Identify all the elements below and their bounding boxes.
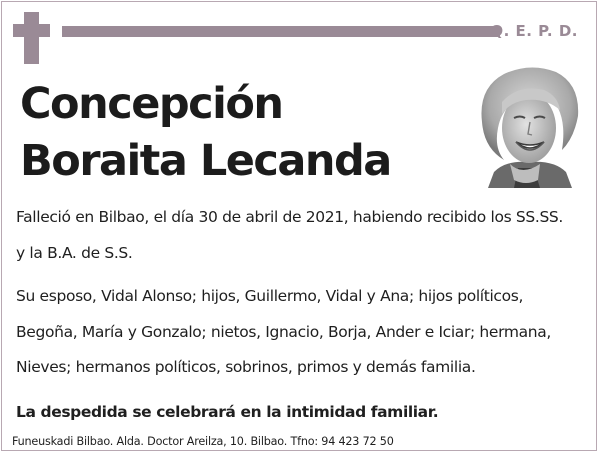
death-line: y la B.A. de S.S. (16, 243, 133, 262)
qepd-label: Q. E. P. D. (490, 22, 578, 40)
family-line: Nieves; hermanos políticos, sobrinos, primos y demás familia. (16, 358, 476, 376)
portrait-photo (474, 64, 584, 188)
death-paragraph (16, 200, 563, 271)
header-rule (62, 26, 500, 37)
deceased-surnames: Boraita Lecanda (20, 136, 391, 186)
obituary-notice (1, 1, 597, 451)
latin-cross-icon (24, 12, 39, 64)
family-paragraph (16, 279, 551, 386)
deceased-first-name: Concepción (20, 79, 283, 129)
family-line: Begoña, María y Gonzalo; nietos, Ignacio, Borja, Ander e Iciar; hermana, (16, 322, 551, 341)
family-line: Su esposo, Vidal Alonso; hijos, Guillermo, Vidal y Ana; hijos políticos, (16, 287, 524, 305)
farewell-notice: La despedida se celebrará en la intimidad familiar. (16, 403, 439, 421)
latin-cross-icon-arm (13, 24, 50, 37)
funeral-home-footer: Funeuskadi Bilbao. Alda. Doctor Areilza, 10. Bilbao. Tfno: 94 423 72 50 (12, 435, 394, 448)
deceased-name (20, 76, 391, 190)
death-line: Falleció en Bilbao, el día 30 de abril de 2021, habiendo recibido los SS.SS. (16, 208, 563, 226)
